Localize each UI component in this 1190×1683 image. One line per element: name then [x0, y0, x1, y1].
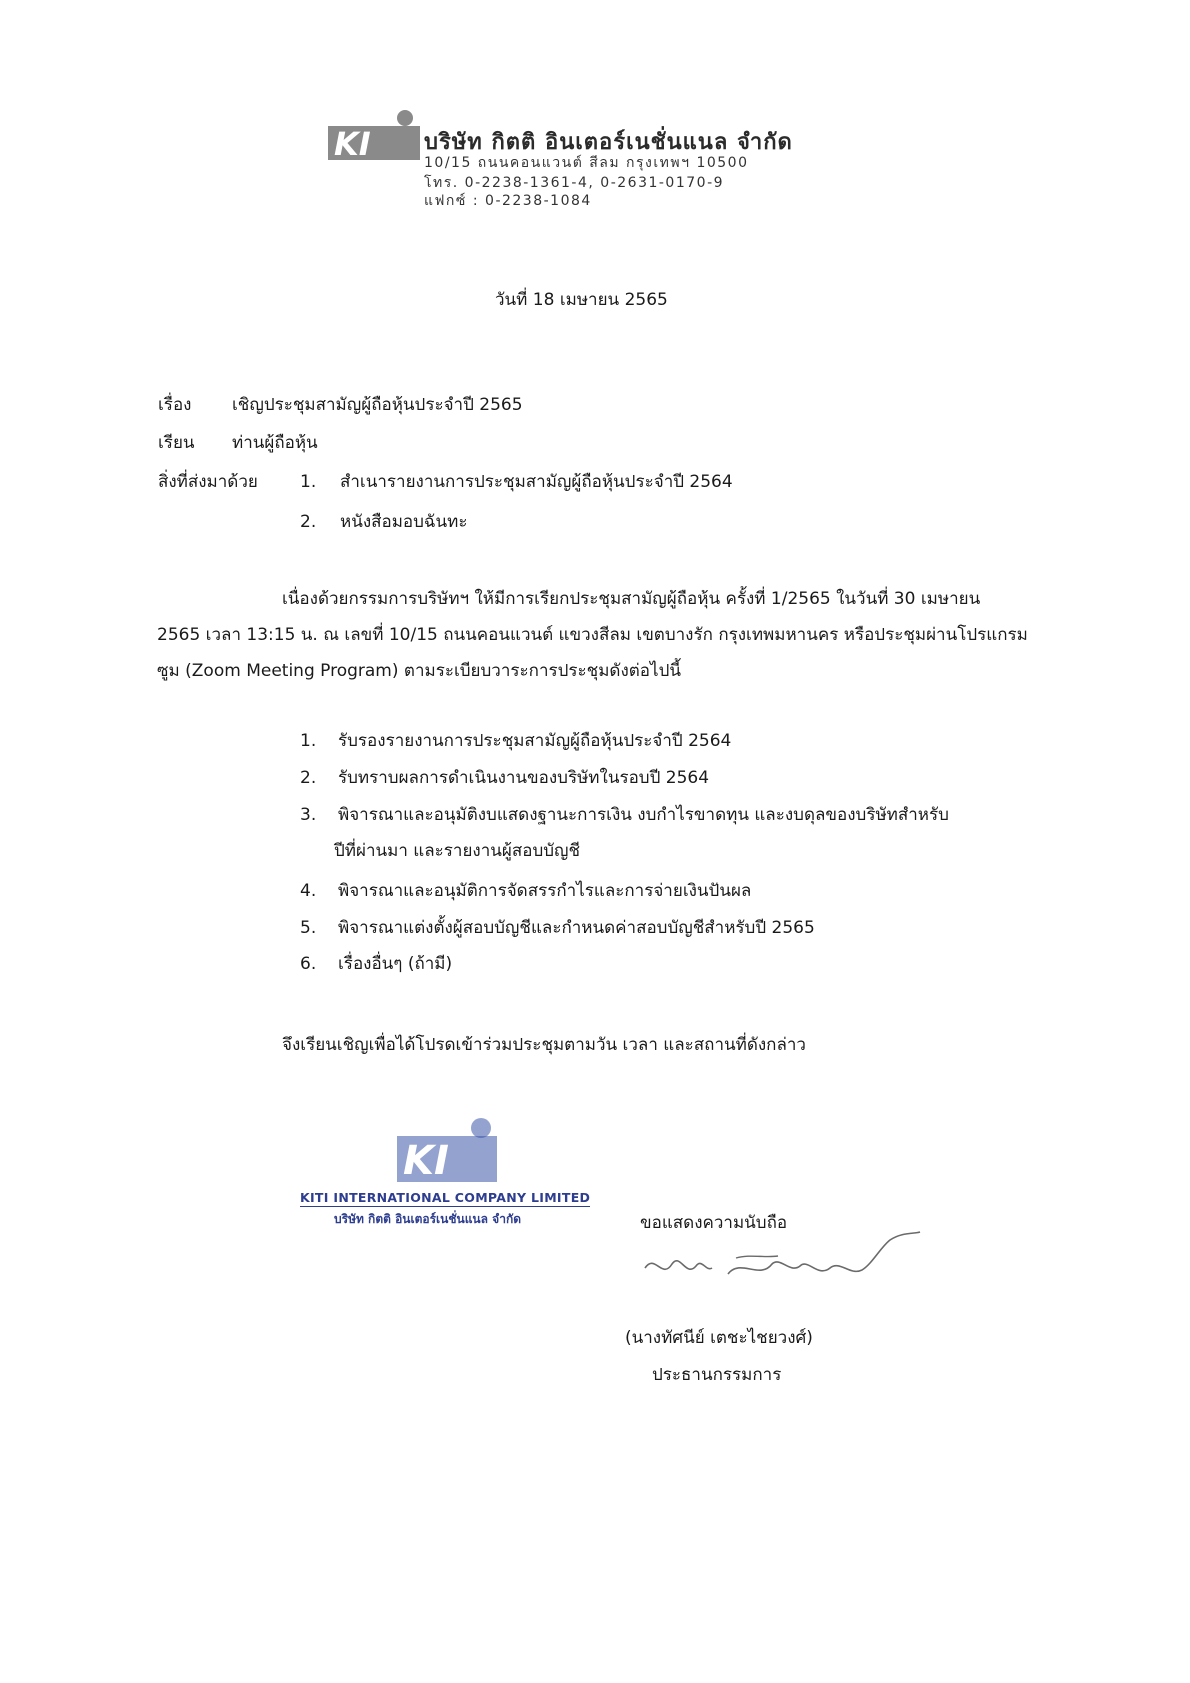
stamp-thai-name: บริษัท กิตติ อินเตอร์เนชั่นแนล จำกัด — [334, 1212, 521, 1226]
company-logo — [328, 110, 420, 170]
svg-text:KI: KI — [403, 1138, 449, 1184]
subject-label: เรื่อง — [158, 395, 192, 415]
to-label: เรียน — [158, 433, 195, 453]
body-line: ซูม (Zoom Meeting Program) ตามระเบียบวาระการประชุมดังต่อไปนี้ — [157, 661, 681, 681]
agenda-num: 6. — [300, 954, 317, 974]
signer-name: (นางทัศนีย์ เตชะไชยวงศ์) — [625, 1328, 813, 1348]
letter-date: วันที่ 18 เมษายน 2565 — [495, 290, 668, 310]
to-value: ท่านผู้ถือหุ้น — [232, 433, 318, 453]
closing-line: จึงเรียนเชิญเพื่อได้โปรดเข้าร่วมประชุมตามวัน เวลา และสถานที่ดังกล่าว — [282, 1035, 806, 1055]
company-name: บริษัท กิตติ อินเตอร์เนชั่นแนล จำกัด — [424, 130, 793, 155]
agenda-num: 2. — [300, 768, 317, 788]
company-phone: โทร. 0-2238-1361-4, 0-2631-0170-9 — [424, 175, 725, 191]
agenda-num: 3. — [300, 805, 317, 825]
enclosures-label: สิ่งที่ส่งมาด้วย — [158, 472, 258, 492]
agenda-item: พิจารณาและอนุมัติการจัดสรรกำไรและการจ่ายเงินปันผล — [338, 881, 752, 901]
handwritten-signature — [640, 1228, 930, 1298]
agenda-item: พิจารณาและอนุมัติงบแสดงฐานะการเงิน งบกำไรขาดทุน และงบดุลของบริษัทสำหรับ — [338, 805, 949, 825]
company-stamp — [300, 1118, 600, 1228]
letterhead — [328, 110, 808, 210]
enclosure-num: 1. — [300, 472, 317, 492]
signer-position: ประธานกรรมการ — [652, 1365, 782, 1385]
agenda-num: 4. — [300, 881, 317, 901]
enclosure-item: สำเนารายงานการประชุมสามัญผู้ถือหุ้นประจำปี 2564 — [340, 472, 733, 492]
agenda-item: รับรองรายงานการประชุมสามัญผู้ถือหุ้นประจำปี 2564 — [338, 731, 732, 751]
stamp-english-name: KITI INTERNATIONAL COMPANY LIMITED — [300, 1190, 591, 1205]
agenda-num: 1. — [300, 731, 317, 751]
company-address: 10/15 ถนนคอนแวนต์ สีลม กรุงเทพฯ 10500 — [424, 155, 749, 171]
agenda-item: รับทราบผลการดำเนินงานของบริษัทในรอบปี 2564 — [338, 768, 710, 788]
agenda-item-cont: ปีที่ผ่านมา และรายงานผู้สอบบัญชี — [334, 841, 581, 861]
agenda-num: 5. — [300, 918, 317, 938]
body-line: 2565 เวลา 13:15 น. ณ เลขที่ 10/15 ถนนคอนแวนต์ แขวงสีลม เขตบางรัก กรุงเทพมหานคร หรือประชุมผ่านโปรแกรม — [157, 625, 1028, 645]
enclosure-item: หนังสือมอบฉันทะ — [340, 512, 468, 532]
company-fax: แฟกซ์ : 0-2238-1084 — [424, 193, 592, 209]
enclosure-num: 2. — [300, 512, 317, 532]
agenda-item: เรื่องอื่นๆ (ถ้ามี) — [338, 954, 453, 974]
agenda-item: พิจารณาแต่งตั้งผู้สอบบัญชีและกำหนดค่าสอบบัญชีสำหรับปี 2565 — [338, 918, 815, 938]
stamp-logo — [397, 1118, 497, 1188]
subject-value: เชิญประชุมสามัญผู้ถือหุ้นประจำปี 2565 — [232, 395, 523, 415]
body-line: เนื่องด้วยกรรมการบริษัทฯ ให้มีการเรียกประชุมสามัญผู้ถือหุ้น ครั้งที่ 1/2565 ในวันที่ 30 เมษายน — [282, 589, 981, 609]
svg-text:KI: KI — [334, 125, 371, 163]
regards-text: ขอแสดงความนับถือ — [640, 1213, 788, 1233]
